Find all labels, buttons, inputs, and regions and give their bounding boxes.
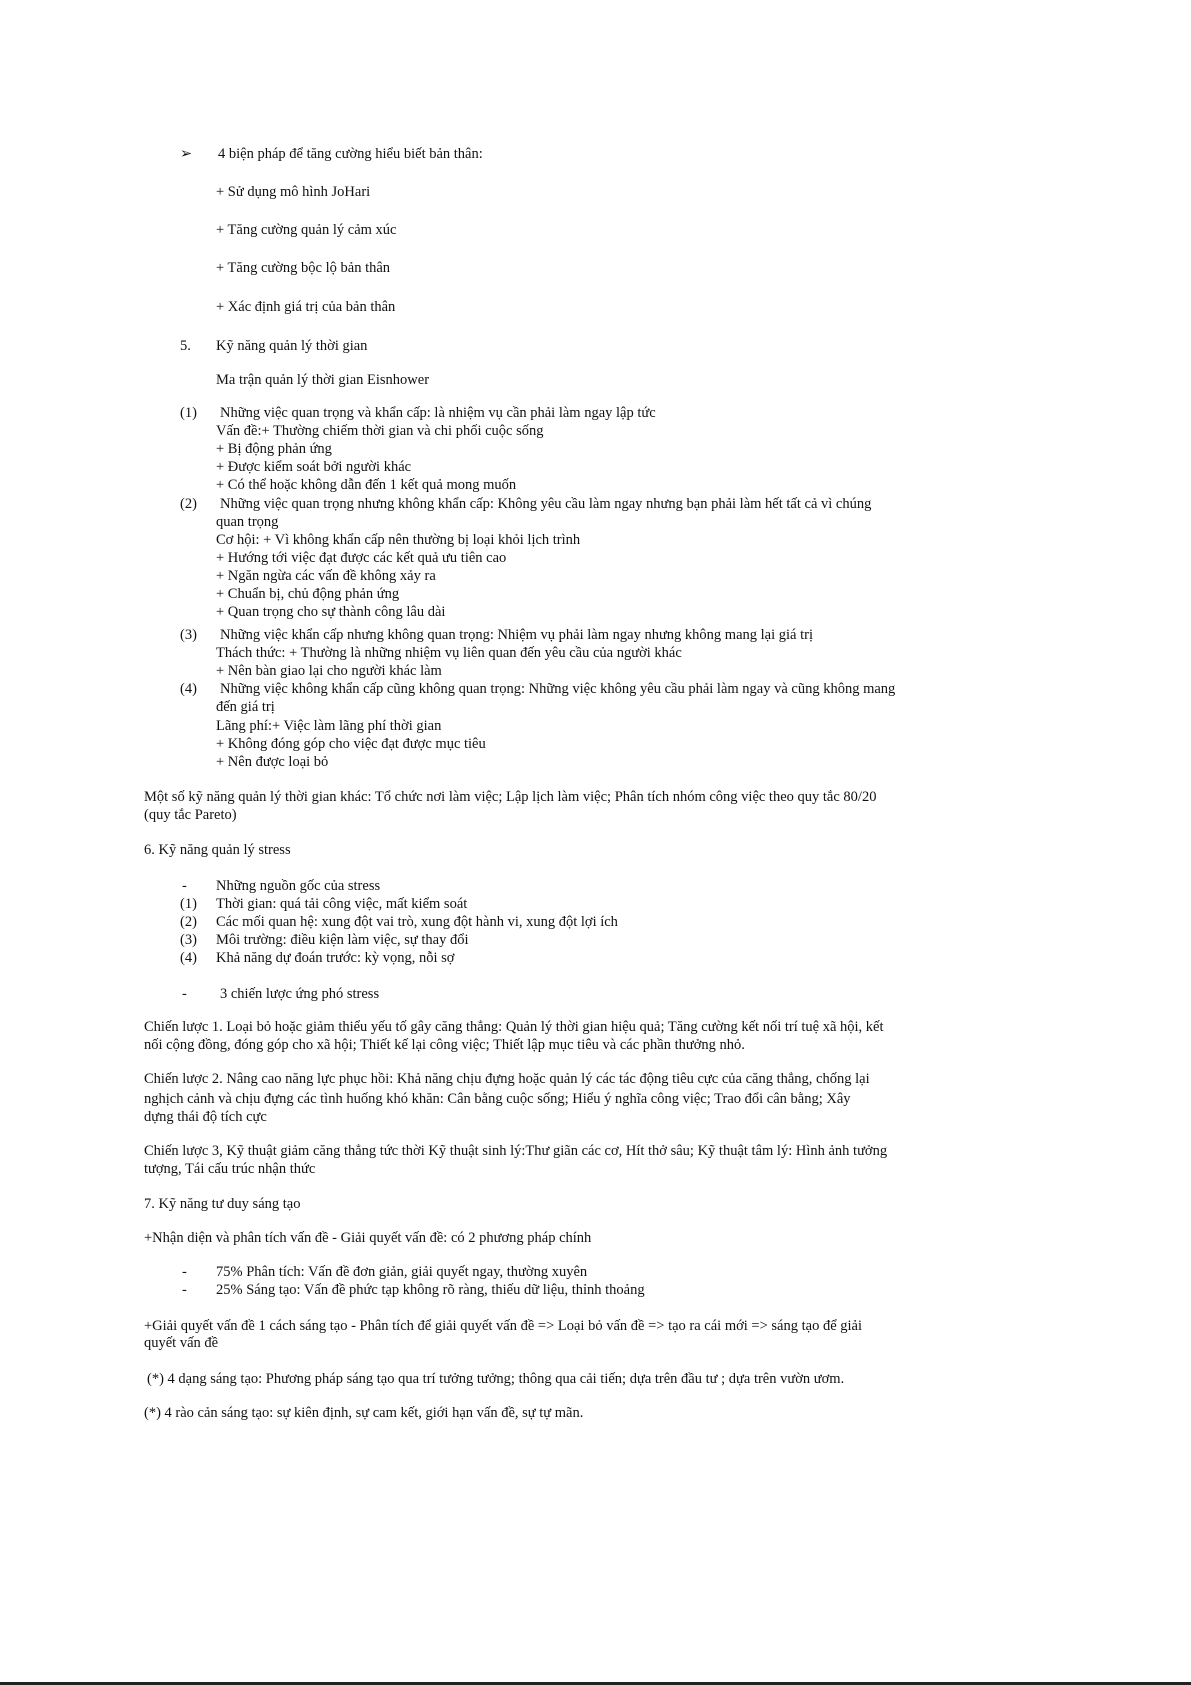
quadrant-3-number: (3): [180, 627, 197, 643]
strategy-3-paragraph: tượng, Tái cấu trúc nhận thức: [144, 1161, 316, 1177]
quadrant-3-line: + Nên bàn giao lại cho người khác làm: [216, 663, 442, 679]
list-item: + Xác định giá trị của bản thân: [216, 299, 396, 315]
list-item: + Sử dụng mô hình JoHari: [216, 184, 371, 200]
stress-source-item: Khả năng dự đoán trước: kỳ vọng, nỗi sợ: [216, 950, 455, 966]
creative-forms-line: (*) 4 dạng sáng tạo: Phương pháp sáng tạo qua trí tưởng tưởng; thông qua cải tiến; dựa trên đầu tư ; dựa trên vườn ươm.: [147, 1371, 845, 1387]
stress-sources-heading: Những nguồn gốc của stress: [216, 878, 381, 894]
list-item: + Tăng cường bộc lộ bản thân: [216, 260, 391, 276]
section-7-title: 7. Kỹ năng tư duy sáng tạo: [144, 1196, 301, 1212]
strategy-2-paragraph: nghịch cảnh và chịu đựng các tình huống khó khăn: Cân bằng cuộc sống; Hiểu ý nghĩa công việc; Trao đổi cân bằng; Xây: [144, 1091, 851, 1107]
stress-source-item: Môi trường: điều kiện làm việc, sự thay đổi: [216, 932, 469, 948]
strategy-2-paragraph: Chiến lược 2. Nâng cao năng lực phục hồi: Khả năng chịu đựng hoặc quản lý các tác động tiêu cực của căng thẳng, chống lại: [144, 1071, 870, 1087]
stress-source-item: Thời gian: quá tải công việc, mất kiểm soát: [216, 896, 468, 912]
strategy-2-paragraph: dựng thái độ tích cực: [144, 1109, 267, 1125]
dash-bullet: -: [182, 1282, 187, 1298]
section-5-title: Kỹ năng quản lý thời gian: [216, 338, 368, 354]
other-skills-paragraph: Một số kỹ năng quản lý thời gian khác: Tổ chức nơi làm việc; Lập lịch làm việc; Phân tích nhóm công việc theo quy tắc 80/20: [144, 789, 877, 805]
list-item: + Tăng cường quản lý cảm xúc: [216, 222, 397, 238]
dash-bullet: -: [182, 878, 187, 894]
quadrant-3-heading: Những việc khẩn cấp nhưng không quan trọng: Nhiệm vụ phải làm ngay nhưng không mang lại giá trị: [220, 627, 813, 643]
quadrant-2-line: + Hướng tới việc đạt được các kết quả ưu tiên cao: [216, 550, 507, 566]
creative-solving-paragraph: +Giải quyết vấn đề 1 cách sáng tạo - Phân tích để giải quyết vấn đề => Loại bỏ vấn đề => tạo ra cái mới => sáng tạo để giải: [144, 1318, 862, 1334]
dash-bullet: -: [182, 1264, 187, 1280]
identify-problem-line: +Nhận diện và phân tích vấn đề - Giải quyết vấn đề: có 2 phương pháp chính: [144, 1230, 592, 1246]
quadrant-1-number: (1): [180, 405, 197, 421]
strategy-1-paragraph: Chiến lược 1. Loại bỏ hoặc giảm thiểu yếu tố gây căng thẳng: Quản lý thời gian hiệu quả; Tăng cường kết nối trí tuệ xã hội, kết: [144, 1019, 884, 1035]
section-5-number: 5.: [180, 338, 191, 354]
quadrant-1-line: + Được kiểm soát bởi người khác: [216, 459, 412, 475]
method-item: 75% Phân tích: Vấn đề đơn giản, giải quyết ngay, thường xuyên: [216, 1264, 588, 1280]
quadrant-2-line: + Ngăn ngừa các vấn đề không xảy ra: [216, 568, 436, 584]
quadrant-1-line: + Có thể hoặc không dẫn đến 1 kết quả mong muốn: [216, 477, 517, 493]
strategies-heading: 3 chiến lược ứng phó stress: [220, 986, 380, 1002]
creative-solving-paragraph: quyết vấn đề: [144, 1335, 219, 1351]
quadrant-2-line: + Chuẩn bị, chủ động phản ứng: [216, 586, 400, 602]
dash-bullet: -: [182, 986, 187, 1002]
quadrant-4-line: + Nên được loại bỏ: [216, 754, 329, 770]
quadrant-4-line: đến giá trị: [216, 699, 275, 715]
quadrant-4-number: (4): [180, 681, 197, 697]
stress-source-number: (1): [180, 896, 197, 912]
quadrant-4-line: Lãng phí:+ Việc làm lãng phí thời gian: [216, 718, 442, 734]
strategy-1-paragraph: nối cộng đồng, đóng góp cho xã hội; Thiết kế lại công việc; Thiết lập mục tiêu và các phần thưởng nhỏ.: [144, 1037, 745, 1053]
section-5-subtitle: Ma trận quản lý thời gian Eisnhower: [216, 372, 430, 388]
stress-source-number: (4): [180, 950, 197, 966]
method-item: 25% Sáng tạo: Vấn đề phức tạp không rõ ràng, thiếu dữ liệu, thỉnh thoảng: [216, 1282, 645, 1298]
section-6-title: 6. Kỹ năng quản lý stress: [144, 842, 291, 858]
creative-barriers-line: (*) 4 rào cản sáng tạo: sự kiên định, sự cam kết, giới hạn vấn đề, sự tự mãn.: [144, 1405, 584, 1421]
quadrant-2-number: (2): [180, 496, 197, 512]
arrow-bullet-icon: ➢: [180, 146, 193, 162]
quadrant-1-line: Vấn đề:+ Thường chiếm thời gian và chi phối cuộc sống: [216, 423, 544, 439]
quadrant-2-line: Cơ hội: + Vì không khẩn cấp nên thường bị loại khỏi lịch trình: [216, 532, 581, 548]
stress-source-item: Các mối quan hệ: xung đột vai trò, xung đột hành vi, xung đột lợi ích: [216, 914, 618, 930]
quadrant-4-line: + Không đóng góp cho việc đạt được mục tiêu: [216, 736, 486, 752]
quadrant-2-heading: Những việc quan trọng nhưng không khẩn cấp: Không yêu cầu làm ngay nhưng bạn phải làm hết tất cả vì chúng: [220, 496, 872, 512]
quadrant-1-line: + Bị động phản ứng: [216, 441, 332, 457]
strategy-3-paragraph: Chiến lược 3, Kỹ thuật giảm căng thẳng tức thời Kỹ thuật sinh lý:Thư giãn các cơ, Hít thở sâu; Kỹ thuật tâm lý: Hình ảnh tưởng: [144, 1143, 888, 1159]
stress-source-number: (3): [180, 932, 197, 948]
quadrant-2-line: + Quan trọng cho sự thành công lâu dài: [216, 604, 446, 620]
section-4-heading: 4 biện pháp để tăng cường hiểu biết bản thân:: [218, 146, 483, 162]
quadrant-3-line: Thách thức: + Thường là những nhiệm vụ liên quan đến yêu cầu của người khác: [216, 645, 682, 661]
quadrant-1-heading: Những việc quan trọng và khẩn cấp: là nhiệm vụ cần phải làm ngay lập tức: [220, 405, 656, 421]
other-skills-paragraph: (quy tắc Pareto): [144, 807, 237, 823]
stress-source-number: (2): [180, 914, 197, 930]
quadrant-2-line: quan trọng: [216, 514, 279, 530]
quadrant-4-heading: Những việc không khẩn cấp cũng không quan trọng: Những việc không yêu cầu phải làm ngay và cũng không mang: [220, 681, 896, 697]
